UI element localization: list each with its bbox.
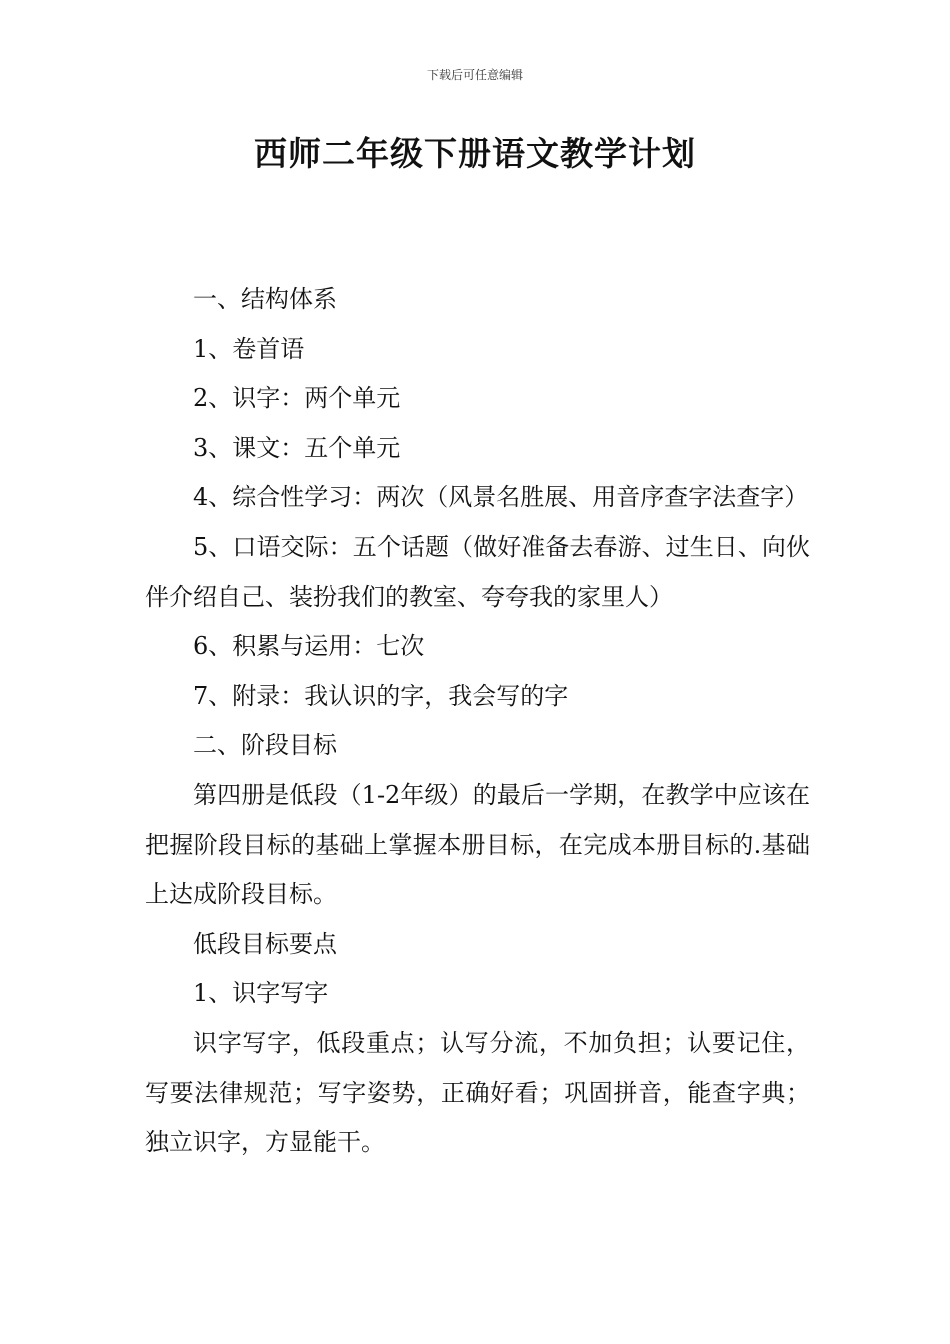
list-item: 3、课文：五个单元 [193,433,401,462]
list-item: 6、积累与运用：七次 [193,632,425,661]
list-item: 1、识字写字 [193,979,329,1008]
document-body [145,275,810,1168]
section-heading-structure: 一、结构体系 [193,285,337,313]
paragraph: 第四册是低段（1-2年级）的最后一学期，在教学中应该在把握阶段目标的基础上掌握本册目标，在完成本册目标的.基础上达成阶段目标。 [145,780,810,909]
list-item: 4、综合性学习：两次（风景名胜展、用音序查字法查字） [193,483,809,512]
header-note: 下载后可任意编辑 [426,68,523,82]
document-title: 西师二年级下册语文教学计划 [254,134,696,173]
section-heading-stage-goals: 二、阶段目标 [193,731,337,760]
paragraph: 识字写字，低段重点；认写分流，不加负担；认要记住，写要法律规范；写字姿势，正确好看；巩固拼音，能查字典；独立识字，方显能干。 [145,1028,810,1157]
list-item: 1、卷首语 [193,334,305,363]
list-item: 5、口语交际：五个话题（做好准备去春游、过生日、向伙伴介绍自己、装扮我们的教室、夸夸我的家里人） [145,532,810,611]
subheading: 低段目标要点 [193,929,337,958]
list-item: 2、识字：两个单元 [193,384,401,413]
list-item: 7、附录：我认识的字，我会写的字 [193,681,569,710]
